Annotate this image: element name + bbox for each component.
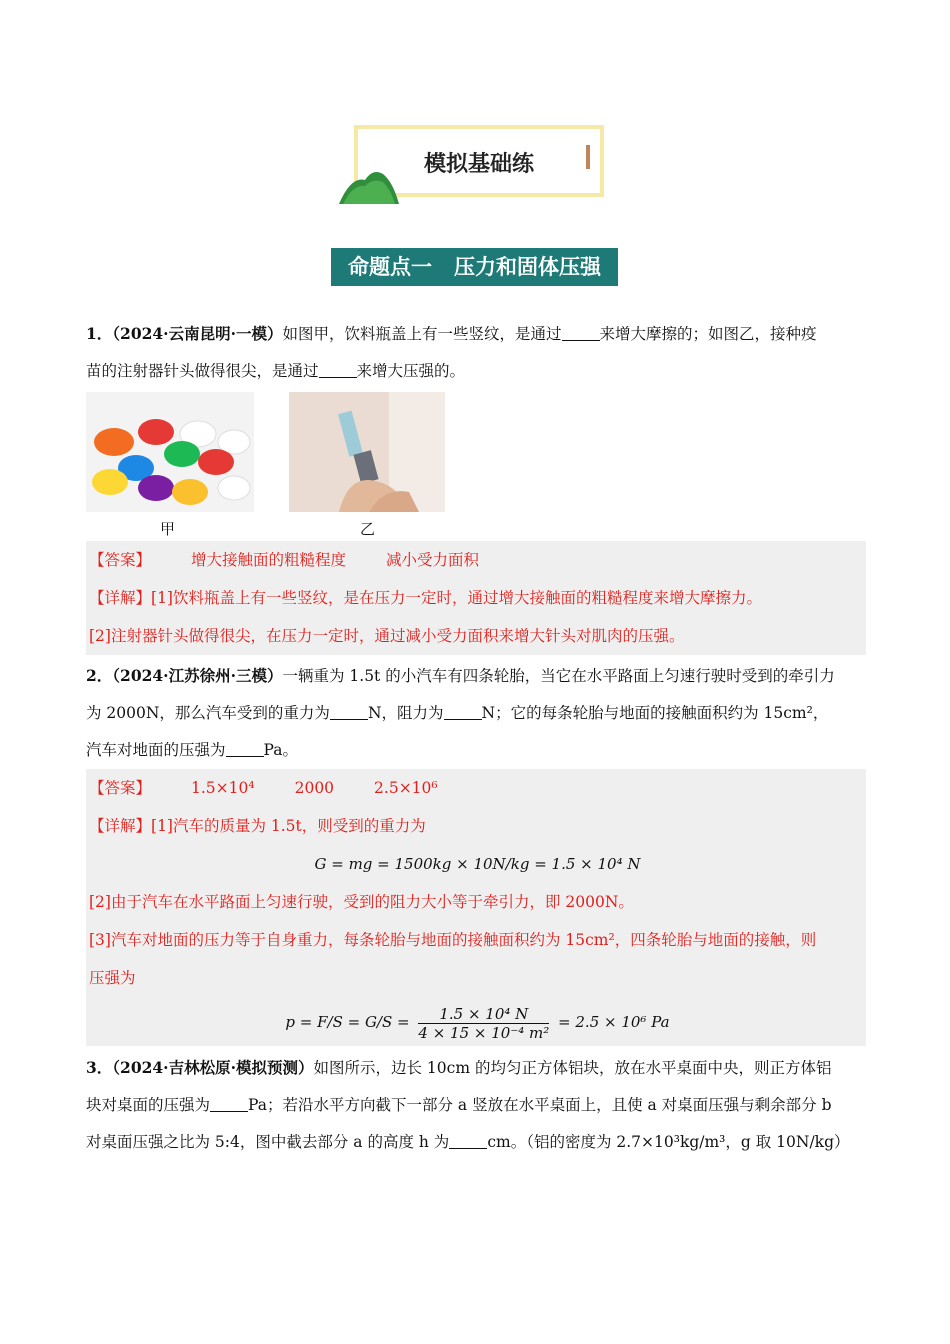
q3-text: 如图所示，边长 10cm 的均匀正方体铝块，放在水平桌面中央，则正方体铝 (313, 1059, 832, 1077)
q1-blank-2[interactable] (319, 363, 357, 378)
q3-text: 块对桌面的压强为 (86, 1096, 211, 1114)
detail-text: [3]汽车对地面的压力等于自身重力，每条轮胎与地面的接触面积约为 15cm²，四条轮胎与地面的接触，则 (89, 931, 817, 949)
detail-text: [2]注射器针头做得很尖，在压力一定时，通过减小受力面积来增大针头对肌肉的压强。 (89, 627, 685, 645)
caption-a: 甲 (160, 520, 176, 538)
answer-value: 增大接触面的粗糙程度 (191, 551, 347, 569)
detail-label: 【详解】 (89, 589, 152, 607)
detail-text: [1]饮料瓶盖上有一些竖纹，是在压力一定时，通过增大接触面的粗糙程度来增大摩擦力。 (151, 589, 762, 607)
formula-left: p = F/S = G/S = (285, 1013, 410, 1031)
q3-text: Pa；若沿水平方向截下一部分 a 竖放在水平桌面上，且使 a 对桌面压强与剩余部分 b (248, 1096, 832, 1114)
q3-text: 对桌面压强之比为 5:4，图中截去部分 a 的高度 h 为 (86, 1133, 450, 1151)
q3-blank-2[interactable] (449, 1134, 487, 1149)
q2-number: 2． (86, 666, 113, 685)
formula-denominator: 4 × 15 × 10⁻⁴ m² (418, 1023, 550, 1042)
detail-label: 【详解】 (89, 817, 152, 835)
q3-source: （2024·吉林松原·模拟预测） (112, 1058, 314, 1077)
formula-gravity: G = mg = 1500kg × 10N/kg = 1.5 × 10⁴ N (314, 855, 641, 873)
q1-text: 苗的注射器针头做得很尖，是通过 (86, 362, 319, 380)
question-2 (86, 657, 876, 769)
q3-text: cm。（铝的密度为 2.7×10³kg/m³，g 取 10N/kg） (487, 1133, 850, 1151)
q2-source: （2024·江苏徐州·三模） (112, 666, 283, 685)
detail-text: [2]由于汽车在水平路面上匀速行驶，受到的阻力大小等于牵引力，即 2000N。 (89, 893, 634, 911)
answer-block-1 (86, 541, 866, 655)
q1-text: 来增大摩擦的；如图乙，接种疫 (599, 325, 817, 343)
answer-block-2 (86, 769, 866, 1046)
q1-source: （2024·云南昆明·一模） (112, 324, 283, 343)
caption-b: 乙 (360, 520, 376, 538)
q1-text: 如图甲，饮料瓶盖上有一些竖纹，是通过 (282, 325, 562, 343)
q2-text: 一辆重为 1.5t 的小汽车有四条轮胎，当它在水平路面上匀速行驶时受到的牵引力 (282, 667, 835, 685)
q2-blank-3[interactable] (226, 742, 264, 757)
q2-blank-1[interactable] (330, 705, 368, 720)
q1-blank-1[interactable] (562, 326, 600, 341)
q3-number: 3． (86, 1058, 113, 1077)
bottle-caps-image (86, 392, 254, 512)
q3-blank-1[interactable] (210, 1097, 248, 1112)
section-title: 命题点一 压力和固体压强 (331, 248, 618, 286)
q1-number: 1． (86, 324, 113, 343)
answer-value: 减小受力面积 (386, 551, 480, 569)
banner-title: 模拟基础练 (423, 152, 534, 177)
q2-text: N；它的每条轮胎与地面的接触面积约为 15cm²， (481, 704, 829, 722)
q1-text: 来增大压强的。 (356, 362, 466, 380)
formula-pressure (86, 997, 866, 1047)
banner-accent-bar (586, 145, 590, 169)
q2-blank-2[interactable] (444, 705, 482, 720)
q2-text: 汽车对地面的压强为 (86, 741, 226, 759)
question-1 (86, 315, 876, 390)
answer-label: 【答案】 (89, 779, 152, 797)
answer-value: 1.5×10⁴ (191, 779, 255, 797)
q2-text: N，阻力为 (367, 704, 444, 722)
formula-numerator: 1.5 × 10⁴ N (418, 1005, 549, 1024)
detail-text: 压强为 (89, 969, 136, 987)
question-3 (86, 1049, 876, 1161)
answer-value: 2000 (294, 779, 335, 797)
q2-text: Pa。 (263, 741, 298, 759)
syringe-image (289, 392, 445, 512)
hills-icon (339, 166, 399, 204)
q2-text: 为 2000N，那么汽车受到的重力为 (86, 704, 330, 722)
formula-right: = 2.5 × 10⁶ Pa (558, 1013, 670, 1031)
answer-label: 【答案】 (89, 551, 152, 569)
answer-value: 2.5×10⁶ (374, 779, 438, 797)
detail-text: [1]汽车的质量为 1.5t，则受到的重力为 (151, 817, 426, 835)
